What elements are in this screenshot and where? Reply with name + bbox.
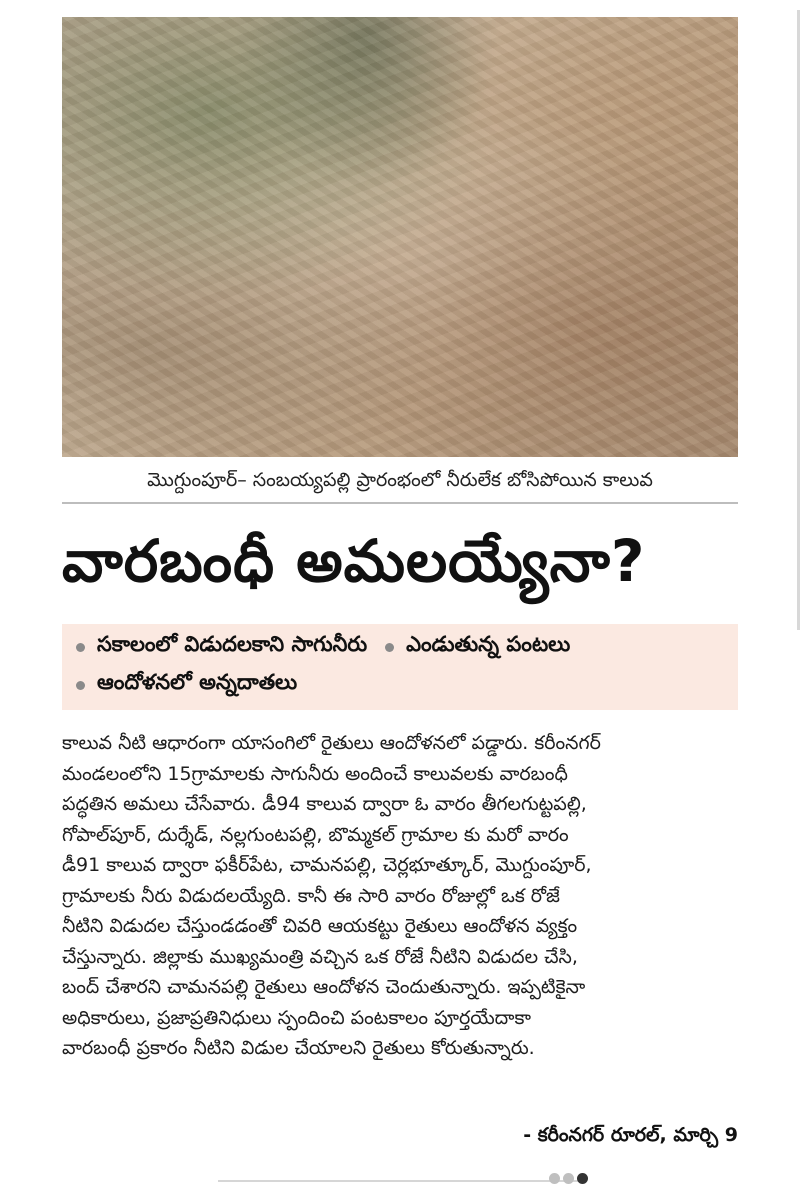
page-dot-2[interactable] xyxy=(563,1173,574,1184)
body-line: వారబంధీ ప్రకారం నీటిని విడుల చేయాలని రైతులు కోరుతున్నారు. xyxy=(62,1037,535,1059)
highlight-item: ఎండుతున్న పంటలు xyxy=(406,632,571,656)
bullet-icon xyxy=(76,681,85,690)
body-line: నీటిని విడుదల చేస్తుండడంతో చివరి ఆయకట్టు రైతులు ఆందోళన వ్యక్తం xyxy=(62,915,578,937)
body-line: పద్ధతిన అమలు చేసేవారు. డీ94 కాలువ ద్వారా ఓ వారం తీగలగుట్టపల్లి, xyxy=(62,793,587,815)
page-dot-1[interactable] xyxy=(549,1173,560,1184)
news-photo xyxy=(62,17,738,457)
highlights-row-2 xyxy=(72,666,728,704)
highlight-item: సకాలంలో విడుదలకాని సాగునీరు xyxy=(97,632,368,656)
body-line: గోపాల్‌పూర్‌, దుర్శేడ్‌, నల్లగుంటపల్లి, బొమ్మకల్‌ గ్రామాల కు మరో వారం xyxy=(62,823,569,846)
photo-texture xyxy=(62,17,738,457)
bullet-icon xyxy=(385,643,394,652)
body-line: బంద్‌ చేశారని చామనపల్లి రైతులు ఆందోళన చెందుతున్నారు. ఇప్పటికైనా xyxy=(62,976,586,998)
footer-divider xyxy=(218,1180,586,1182)
headline: వారబంధీ అమలయ్యేనా? xyxy=(62,526,646,595)
body-line: చేస్తున్నారు. జిల్లాకు ముఖ్యమంత్రి వచ్చిన ఒక రోజే నీటిని విడుదల చేసి, xyxy=(62,945,578,968)
page-indicator[interactable] xyxy=(549,1173,588,1184)
photo-caption: మొగ్దుంపూర్‌– సంబయ్యపల్లి ప్రారంభంలో నీరులేక బోసిపోయిన కాలువ xyxy=(62,462,738,504)
highlight-item: ఆందోళనలో అన్నదాతలు xyxy=(97,670,298,694)
dateline: - కరీంనగర్‌ రూరల్‌, మార్చి 9 xyxy=(523,1124,738,1146)
body-line: కాలువ నీటి ఆధారంగా యాసంగిలో రైతులు ఆందోళనలో పడ్డారు. కరీంనగర్‌ xyxy=(62,732,601,754)
highlights-row-1 xyxy=(72,628,728,666)
highlights-box xyxy=(62,624,738,710)
body-line: గ్రామాలకు నీరు విడుదలయ్యేది. కానీ ఈ సారి వారం రోజుల్లో ఒక రోజే xyxy=(62,884,560,907)
body-line: మండలంలోని 15గ్రామాలకు సాగునీరు అందించే కాలువలకు వారబంధీ xyxy=(62,762,568,785)
body-line: డీ91 కాలువ ద్వారా ఫకీర్‌పేట, చామనపల్లి, చెర్లభూత్కూర్‌, మొగ్దుంపూర్‌, xyxy=(62,854,592,876)
page-dot-3-active[interactable] xyxy=(577,1173,588,1184)
body-line: అధికారులు, ప్రజాప్రతినిధులు స్పందించి పంటకాలం పూర్తయేదాకా xyxy=(62,1006,532,1029)
article-body xyxy=(62,728,738,1064)
bullet-icon xyxy=(76,643,85,652)
